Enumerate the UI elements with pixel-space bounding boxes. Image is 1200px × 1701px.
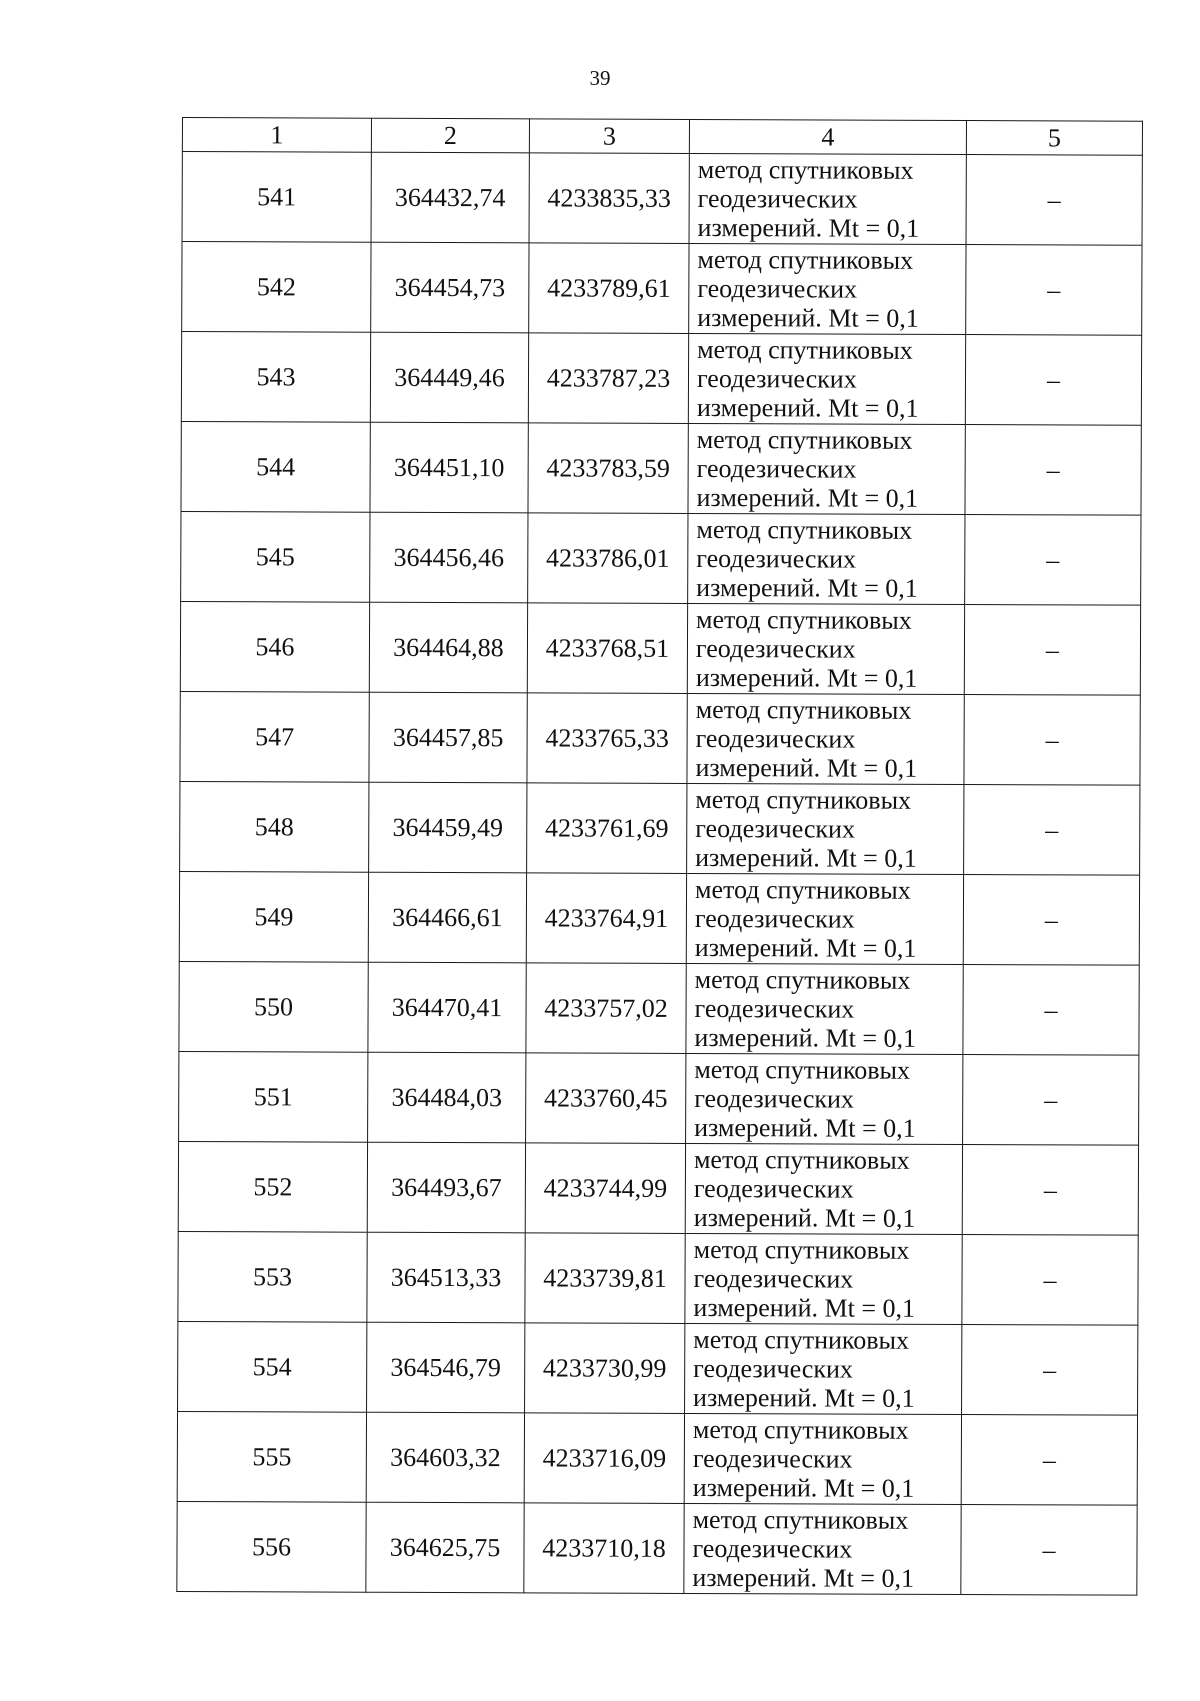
point-number-cell: 547 — [180, 691, 369, 782]
method-cell: метод спутниковых геодезических измерений. Mt = 0,1 — [685, 1143, 962, 1234]
table-row — [180, 691, 1140, 785]
y-coordinate-cell: 4233764,91 — [526, 873, 686, 964]
point-number-cell: 550 — [179, 961, 368, 1052]
x-coordinate-cell: 364470,41 — [368, 962, 526, 1053]
method-cell: метод спутниковых геодезических измерений. Mt = 0,1 — [685, 1323, 962, 1414]
note-cell: – — [964, 785, 1140, 876]
method-cell: метод спутниковых геодезических измерений. Mt = 0,1 — [688, 513, 965, 604]
y-coordinate-cell: 4233768,51 — [527, 603, 687, 694]
y-coordinate-cell: 4233710,18 — [524, 1503, 684, 1594]
table-row — [179, 871, 1139, 965]
y-coordinate-cell: 4233786,01 — [528, 513, 688, 604]
point-number-cell: 543 — [181, 332, 370, 423]
x-coordinate-cell: 364493,67 — [367, 1142, 525, 1233]
point-number-cell: 548 — [180, 781, 369, 872]
table-row — [178, 1231, 1138, 1325]
table-header — [182, 118, 1142, 156]
note-cell: – — [966, 155, 1142, 246]
table-row — [177, 1411, 1137, 1505]
note-cell: – — [962, 1325, 1138, 1416]
table-row — [181, 332, 1141, 426]
header-col-5: 5 — [966, 121, 1142, 156]
y-coordinate-cell: 4233835,33 — [529, 153, 689, 244]
method-cell: метод спутниковых геодезических измерений. Mt = 0,1 — [688, 333, 965, 424]
point-number-cell: 549 — [179, 871, 368, 962]
point-number-cell: 542 — [182, 242, 371, 333]
point-number-cell: 551 — [179, 1051, 368, 1142]
point-number-cell: 541 — [182, 152, 371, 243]
method-cell: метод спутниковых геодезических измерений. Mt = 0,1 — [686, 873, 963, 964]
method-cell: метод спутниковых геодезических измерений. Mt = 0,1 — [689, 153, 966, 244]
table-row — [177, 1501, 1137, 1595]
note-cell: – — [961, 1415, 1137, 1506]
page-number: 39 — [589, 66, 611, 90]
note-cell: – — [961, 1505, 1137, 1596]
table-row — [180, 781, 1140, 875]
y-coordinate-cell: 4233760,45 — [526, 1053, 686, 1144]
point-number-cell: 555 — [177, 1411, 366, 1502]
method-cell: метод спутниковых геодезических измерений. Mt = 0,1 — [687, 603, 964, 694]
x-coordinate-cell: 364432,74 — [371, 152, 529, 243]
x-coordinate-cell: 364466,61 — [368, 872, 526, 963]
x-coordinate-cell: 364454,73 — [371, 242, 529, 333]
table-row — [179, 961, 1139, 1055]
note-cell: – — [965, 335, 1141, 426]
method-cell: метод спутниковых геодезических измерений. Mt = 0,1 — [687, 693, 964, 784]
table-row — [182, 242, 1142, 336]
y-coordinate-cell: 4233730,99 — [525, 1323, 685, 1414]
y-coordinate-cell: 4233783,59 — [528, 423, 688, 514]
x-coordinate-cell: 364513,33 — [367, 1232, 525, 1323]
note-cell: – — [962, 1145, 1138, 1236]
header-col-4: 4 — [689, 119, 966, 154]
y-coordinate-cell: 4233739,81 — [525, 1233, 685, 1324]
table-row — [179, 1051, 1139, 1145]
x-coordinate-cell: 364451,10 — [370, 422, 528, 513]
point-number-cell: 556 — [177, 1501, 366, 1592]
x-coordinate-cell: 364546,79 — [367, 1322, 525, 1413]
table-row — [178, 1141, 1138, 1235]
method-cell: метод спутниковых геодезических измерений. Mt = 0,1 — [684, 1503, 961, 1594]
y-coordinate-cell: 4233789,61 — [529, 243, 689, 334]
x-coordinate-cell: 364484,03 — [368, 1052, 526, 1143]
method-cell: метод спутниковых геодезических измерений. Mt = 0,1 — [686, 1053, 963, 1144]
header-col-3: 3 — [529, 119, 689, 154]
coordinates-table — [176, 117, 1143, 1596]
y-coordinate-cell: 4233761,69 — [527, 783, 687, 874]
note-cell: – — [962, 1235, 1138, 1326]
table-body — [177, 152, 1143, 1596]
method-cell: метод спутниковых геодезических измерений. Mt = 0,1 — [685, 1233, 962, 1324]
method-cell: метод спутниковых геодезических измерений. Mt = 0,1 — [687, 783, 964, 874]
x-coordinate-cell: 364625,75 — [366, 1502, 524, 1593]
point-number-cell: 554 — [178, 1321, 367, 1412]
table-row — [180, 601, 1140, 695]
y-coordinate-cell: 4233716,09 — [524, 1413, 684, 1504]
note-cell: – — [963, 965, 1139, 1056]
point-number-cell: 552 — [178, 1141, 367, 1232]
note-cell: – — [965, 425, 1141, 516]
x-coordinate-cell: 364449,46 — [370, 332, 528, 423]
method-cell: метод спутниковых геодезических измерений. Mt = 0,1 — [688, 423, 965, 514]
y-coordinate-cell: 4233787,23 — [528, 333, 688, 424]
point-number-cell: 546 — [180, 601, 369, 692]
note-cell: – — [963, 1055, 1139, 1146]
y-coordinate-cell: 4233757,02 — [526, 963, 686, 1054]
note-cell: – — [964, 695, 1140, 786]
x-coordinate-cell: 364457,85 — [369, 692, 527, 783]
x-coordinate-cell: 364459,49 — [369, 782, 527, 873]
method-cell: метод спутниковых геодезических измерений. Mt = 0,1 — [689, 243, 966, 334]
point-number-cell: 553 — [178, 1231, 367, 1322]
y-coordinate-cell: 4233744,99 — [525, 1143, 685, 1234]
x-coordinate-cell: 364603,32 — [366, 1412, 524, 1503]
header-col-2: 2 — [371, 118, 529, 153]
method-cell: метод спутниковых геодезических измерений. Mt = 0,1 — [684, 1413, 961, 1504]
table-row — [181, 511, 1141, 605]
table-row — [182, 152, 1142, 246]
note-cell: – — [966, 245, 1142, 336]
point-number-cell: 544 — [181, 421, 370, 512]
note-cell: – — [964, 605, 1140, 696]
header-col-1: 1 — [182, 118, 371, 153]
method-cell: метод спутниковых геодезических измерений. Mt = 0,1 — [686, 963, 963, 1054]
point-number-cell: 545 — [181, 511, 370, 602]
x-coordinate-cell: 364456,46 — [370, 512, 528, 603]
table-row — [178, 1321, 1138, 1415]
note-cell: – — [963, 875, 1139, 966]
note-cell: – — [965, 515, 1141, 606]
header-row — [182, 118, 1142, 156]
y-coordinate-cell: 4233765,33 — [527, 693, 687, 784]
x-coordinate-cell: 364464,88 — [369, 602, 527, 693]
table-row — [181, 421, 1141, 515]
